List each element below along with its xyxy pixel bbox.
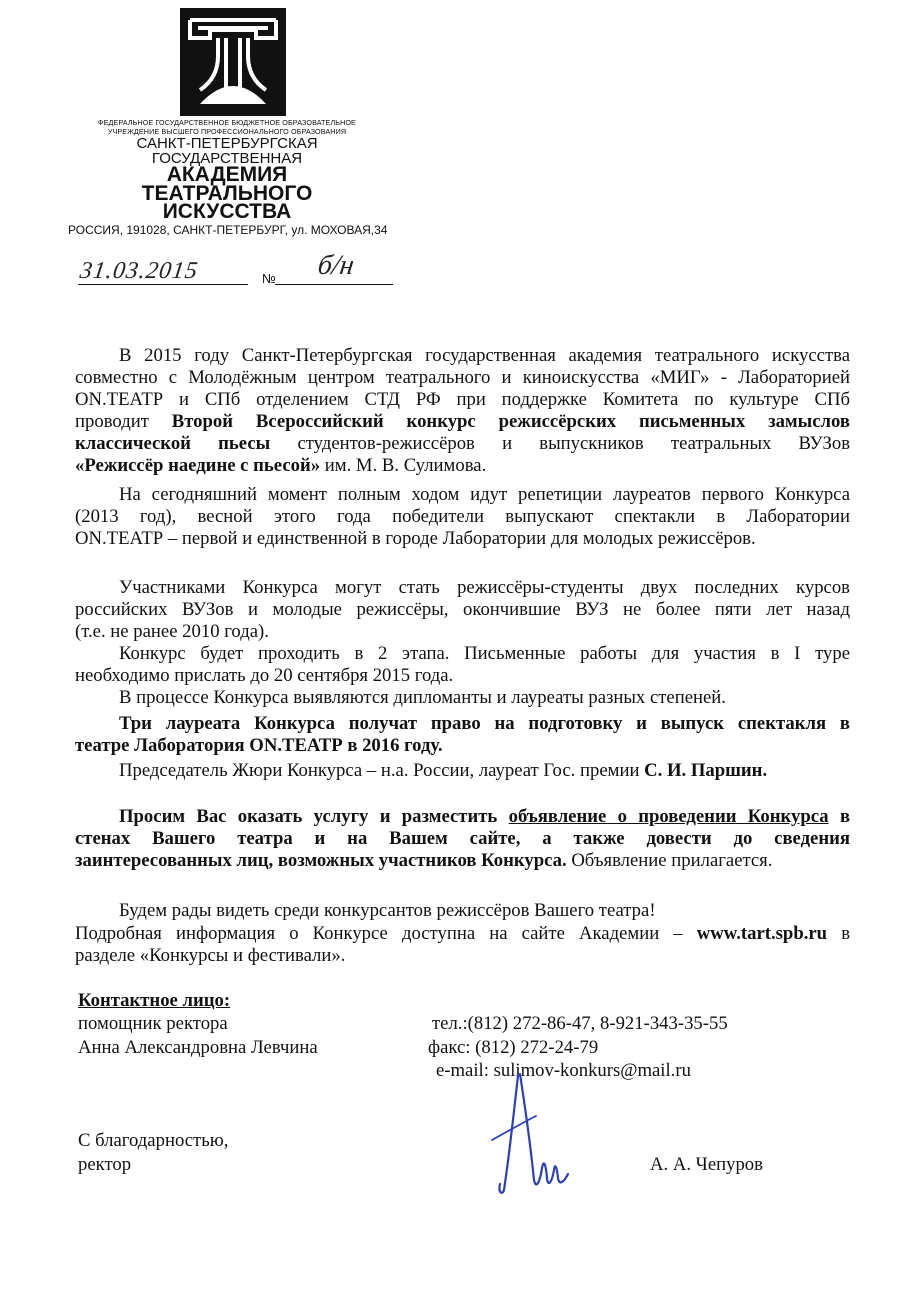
- paragraph-5: В процессе Конкурса выявляются дипломанты и лауреаты разных степеней.: [119, 687, 726, 708]
- paragraph-6-line2: театре Лаборатория ON.ТЕАТР в 2016 году.: [75, 735, 443, 756]
- academy-name-line5: ИСКУССТВА: [162, 200, 292, 223]
- number-label: №: [262, 271, 276, 286]
- paragraph-2-line1: На сегодняшний момент полным ходом идут репетиции лауреатов первого Конкурса: [119, 484, 850, 505]
- paragraph-8-line1: Просим Вас оказать услугу и разместить объявление о проведении Конкурса в: [119, 806, 851, 827]
- document-number: б/н: [315, 250, 357, 281]
- paragraph-1-line3: ON.ТЕАТР и СПб отделением СТД РФ при поддержке Комитета по культуре СПб: [75, 389, 850, 410]
- date-underline: [78, 284, 248, 285]
- paragraph-3-line2: российских ВУЗов и молодые режиссёры, окончившие ВУЗ не более пяти лет назад: [75, 599, 850, 620]
- paragraph-4-line1: Конкурс будет проходить в 2 этапа. Письменные работы для участия в I туре: [119, 643, 850, 664]
- academy-name-line3: АКАДЕМИЯ: [166, 163, 288, 186]
- paragraph-3-line1: Участниками Конкурса могут стать режиссёры-студенты двух последних курсов: [119, 577, 850, 598]
- closing-title: ректор: [78, 1154, 132, 1175]
- paragraph-8-line3: заинтересованных лиц, возможных участников Конкурса. Объявление прилагается.: [75, 850, 773, 871]
- contact-email: e-mail: sulimov-konkurs@mail.ru: [436, 1060, 691, 1081]
- academy-name-line4: ТЕАТРАЛЬНОГО: [141, 182, 313, 205]
- paragraph-10-line1: Подробная информация о Конкурсе доступна на сайте Академии – www.tart.spb.ru в: [75, 923, 851, 944]
- paragraph-1-line5: классической пьесы студентов-режиссёров и выпускников театральных ВУЗов: [75, 433, 851, 454]
- academy-name-line1: САНКТ-ПЕТЕРБУРГСКАЯ: [136, 135, 318, 152]
- paragraph-7: Председатель Жюри Конкурса – н.а. России, лауреат Гос. премии С. И. Паршин.: [119, 760, 768, 781]
- document-date: 31.03.2015: [78, 258, 200, 284]
- signature-icon: [480, 1070, 590, 1210]
- paragraph-1-line1: В 2015 году Санкт-Петербургская государственная академия театрального искусства: [119, 345, 850, 366]
- institution-type-line2: УЧРЕЖДЕНИЕ ВЫСШЕГО ПРОФЕССИОНАЛЬНОГО ОБРАЗОВАНИЯ: [107, 127, 347, 136]
- academy-address: РОССИЯ, 191028, САНКТ-ПЕТЕРБУРГ, ул. МОХОВАЯ,34: [68, 223, 388, 237]
- closing-thanks: С благодарностью,: [78, 1130, 229, 1151]
- contact-role: помощник ректора: [78, 1013, 228, 1034]
- paragraph-8-line2: стенах Вашего театра и на Вашем сайте, а также довести до сведения: [75, 828, 850, 849]
- paragraph-1-line6: «Режиссёр наедине с пьесой» им. М. В. Сулимова.: [75, 455, 487, 476]
- paragraph-4-line2: необходимо прислать до 20 сентября 2015 года.: [75, 665, 454, 686]
- paragraph-2-line2: (2013 год), весной этого года победители выпускают спектакли в Лаборатории: [75, 506, 850, 527]
- paragraph-9: Будем рады видеть среди конкурсантов режиссёров Вашего театра!: [119, 900, 656, 921]
- contact-heading: Контактное лицо:: [78, 990, 231, 1011]
- paragraph-10-line2: разделе «Конкурсы и фестивали».: [75, 945, 346, 966]
- signatory-name: А. А. Чепуров: [650, 1154, 763, 1175]
- paragraph-3-line3: (т.е. не ранее 2010 года).: [75, 621, 269, 642]
- contact-phone: тел.:(812) 272-86-47, 8-921-343-35-55: [432, 1013, 728, 1034]
- contact-fax: факс: (812) 272-24-79: [428, 1037, 599, 1058]
- institution-type-line1: ФЕДЕРАЛЬНОЕ ГОСУДАРСТВЕННОЕ БЮДЖЕТНОЕ ОБРАЗОВАТЕЛЬНОЕ: [98, 118, 356, 127]
- paragraph-6-line1: Три лауреата Конкурса получат право на подготовку и выпуск спектакля в: [119, 713, 850, 734]
- academy-name-line2: ГОСУДАРСТВЕННАЯ: [151, 150, 303, 167]
- academy-logo-icon: [180, 8, 286, 116]
- paragraph-1-line4: проводит Второй Всероссийский конкурс режиссёрских письменных замыслов: [75, 411, 851, 432]
- contact-name: Анна Александровна Левчина: [78, 1037, 318, 1058]
- paragraph-1-line2: совместно с Молодёжным центром театрального и киноискусства «МИГ» - Лабораторией: [75, 367, 850, 388]
- paragraph-2-line3: ON.ТЕАТР – первой и единственной в городе Лаборатории для молодых режиссёров.: [75, 528, 756, 549]
- number-underline: [275, 284, 393, 285]
